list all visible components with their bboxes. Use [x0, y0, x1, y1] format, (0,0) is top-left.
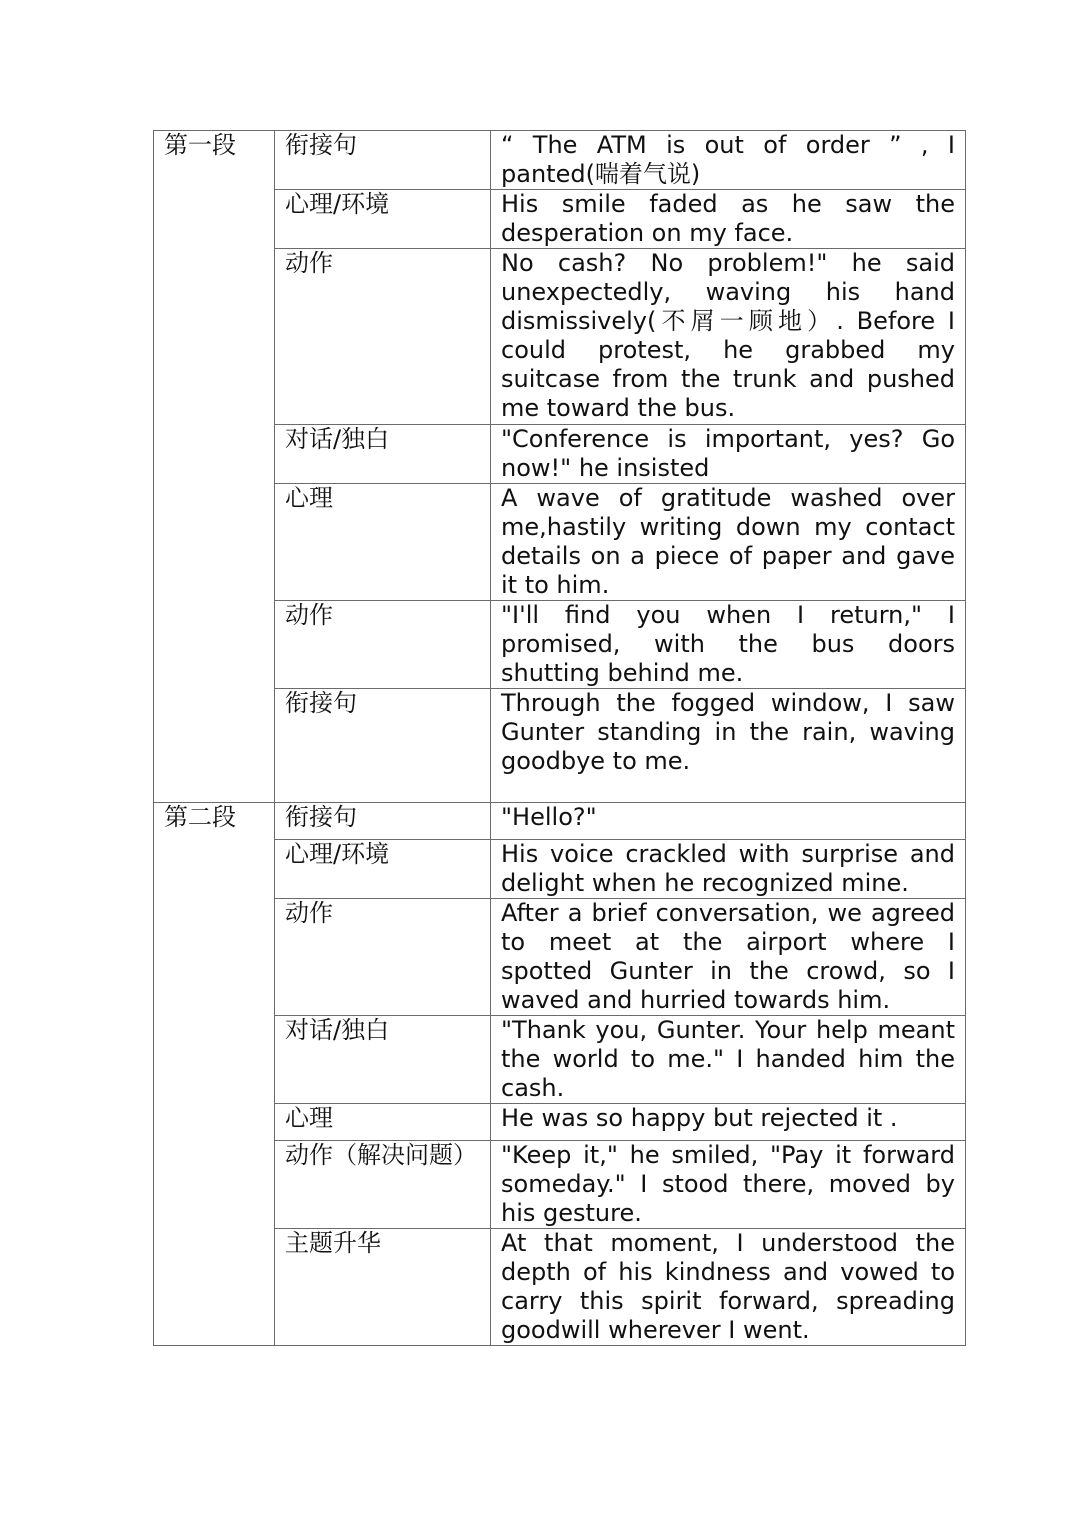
row-type-label: 衔接句: [275, 689, 491, 803]
row-content: At that moment, I understood the depth of his kindness and vowed to carry this spirit forward, spreading goodwill wherever I went.: [491, 1229, 966, 1346]
writing-outline-table: [153, 130, 966, 1346]
table-row: [154, 131, 966, 190]
table-row: [154, 190, 966, 249]
row-content: "Hello?": [491, 803, 966, 840]
section-label: 第一段: [154, 131, 275, 803]
row-content: Through the fogged window, I saw Gunter standing in the rain, waving goodbye to me.: [491, 689, 966, 803]
row-content: His smile faded as he saw the desperation on my face.: [491, 190, 966, 249]
table-row: [154, 484, 966, 601]
row-type-label: 主题升华: [275, 1229, 491, 1346]
row-type-label: 衔接句: [275, 803, 491, 840]
table-row: [154, 601, 966, 689]
row-type-label: 心理/环境: [275, 840, 491, 899]
table-row: [154, 840, 966, 899]
table-row: [154, 1104, 966, 1141]
row-content: "I'll find you when I return," I promised, with the bus doors shutting behind me.: [491, 601, 966, 689]
row-type-label: 对话/独白: [275, 1016, 491, 1104]
table-row: [154, 803, 966, 840]
row-type-label: 心理/环境: [275, 190, 491, 249]
row-type-label: 动作: [275, 249, 491, 425]
row-type-label: 心理: [275, 484, 491, 601]
table-row: [154, 689, 966, 803]
row-type-label: 心理: [275, 1104, 491, 1141]
row-content: A wave of gratitude washed over me,hastily writing down my contact details on a piece of paper and gave it to him.: [491, 484, 966, 601]
row-type-label: 动作: [275, 899, 491, 1016]
table-row: [154, 249, 966, 425]
row-content: "Thank you, Gunter. Your help meant the world to me." I handed him the cash.: [491, 1016, 966, 1104]
table-row: [154, 899, 966, 1016]
row-type-label: 衔接句: [275, 131, 491, 190]
row-content: "Keep it," he smiled, "Pay it forward someday." I stood there, moved by his gesture.: [491, 1141, 966, 1229]
table-row: [154, 1016, 966, 1104]
row-content: He was so happy but rejected it .: [491, 1104, 966, 1141]
row-type-label: 对话/独白: [275, 425, 491, 484]
section-label: 第二段: [154, 803, 275, 1346]
row-content: After a brief conversation, we agreed to meet at the airport where I spotted Gunter in the crowd, so I waved and hurried towards him.: [491, 899, 966, 1016]
row-content: No cash? No problem!" he said unexpectedly, waving his hand dismissively(不屑一顾地）. Before I could protest, he grabbed my suitcase from the trunk and pushed me toward the bus.: [491, 249, 966, 425]
row-type-label: 动作: [275, 601, 491, 689]
table-row: [154, 1141, 966, 1229]
row-type-label: 动作（解决问题）: [275, 1141, 491, 1229]
row-content: “ The ATM is out of order ” , I panted(喘着气说): [491, 131, 966, 190]
table-row: [154, 425, 966, 484]
row-content: "Conference is important, yes? Go now!" he insisted: [491, 425, 966, 484]
row-content: His voice crackled with surprise and delight when he recognized mine.: [491, 840, 966, 899]
table-row: [154, 1229, 966, 1346]
